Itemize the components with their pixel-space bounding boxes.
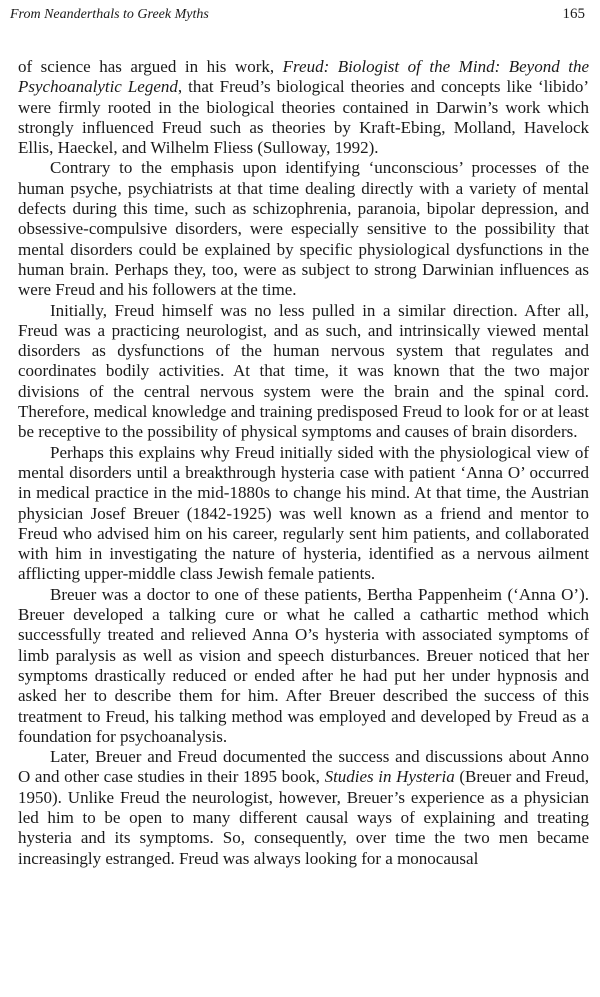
page-number: 165 — [562, 6, 585, 22]
paragraph-6-text-b: (Breuer and Freud, 1950). Unlike Freud the neurologist, however, Breuer’s experience as a physician led him to be open to many different causal ways of explaining and treating hysteria and its symptoms. So, consequently, over time the two men became increasingly estranged. Freud was always looking for a monocausal — [18, 767, 589, 868]
paragraph-1 — [18, 57, 589, 158]
body-text — [18, 57, 589, 869]
running-title: From Neanderthals to Greek Myths — [10, 7, 209, 22]
paragraph-6-text-a: Later, Breuer and Freud documented the success and discussions about Anno O and other case studies in their 1895 book, — [18, 747, 589, 787]
page-header — [10, 6, 585, 28]
paragraph-6 — [18, 747, 589, 869]
paragraph-1-text-b: , that Freud’s biological theories and concepts like ‘libido’ were firmly rooted in the biological theories contained in Darwin’s work which strongly influenced Freud such as theories by Kraft-Ebing, Molland, Havelock Ellis, Haeckel, and Wilhelm Fliess (Sulloway, 1992). — [18, 77, 589, 158]
paragraph-1-text-a: of science has argued in his work, — [18, 57, 283, 76]
paragraph-4: Perhaps this explains why Freud initially sided with the physiological view of mental disorders until a breakthrough hysteria case with patient ‘Anna O’ occurred in medical practice in the mid-1880s to change his mind. At that time, the Austrian physician Josef Breuer (1842-1925) was well known as a friend and mentor to Freud who advised him on his career, regularly sent him patients, and collaborated with him in investigating the nature of hysteria, identified as a nervous ailment afflicting upper-middle class Jewish female patients. — [18, 442, 589, 584]
paragraph-2: Contrary to the emphasis upon identifying ‘unconscious’ processes of the human psyche, psychiatrists at that time dealing directly with a variety of mental defects during this time, such as schizophrenia, paranoia, bipolar depression, and obsessive-compulsive disorders, were especially sensitive to the possibility that mental disorders could be explained by specific physiological dysfunctions in the human brain. Perhaps they, too, were as subject to strong Darwinian influences as were Freud and his followers at the time. — [18, 158, 589, 300]
paragraph-3: Initially, Freud himself was no less pulled in a similar direction. After all, Freud was a practicing neurologist, and as such, and intrinsically viewed mental disorders as dysfunctions of the human nervous system that regulates and coordinates bodily activities. At that time, it was known that the two major divisions of the central nervous system were the brain and the spinal cord. Therefore, medical knowledge and training predisposed Freud to look for or at least be receptive to the possibility of physical symptoms and causes of brain disorders. — [18, 300, 589, 442]
book-title-freud-biologist: Freud: Biologist of the Mind: Beyond the Psychoanalytic Legend — [18, 57, 589, 97]
paragraph-5: Breuer was a doctor to one of these patients, Bertha Pappenheim (‘Anna O’). Breuer developed a talking cure or what he called a cathartic method which successfully treated and relieved Anna O’s hysteria with associated symptoms of limb paralysis as well as vision and speech disturbances. Breuer noticed that her symptoms drastically reduced or ended after he had put her under hypnosis and asked her to describe them for him. After Breuer described the success of this treatment to Freud, his talking method was employed and developed by Freud as a foundation for psychoanalysis. — [18, 584, 589, 746]
book-title-studies-in-hysteria: Studies in Hysteria — [324, 767, 455, 787]
